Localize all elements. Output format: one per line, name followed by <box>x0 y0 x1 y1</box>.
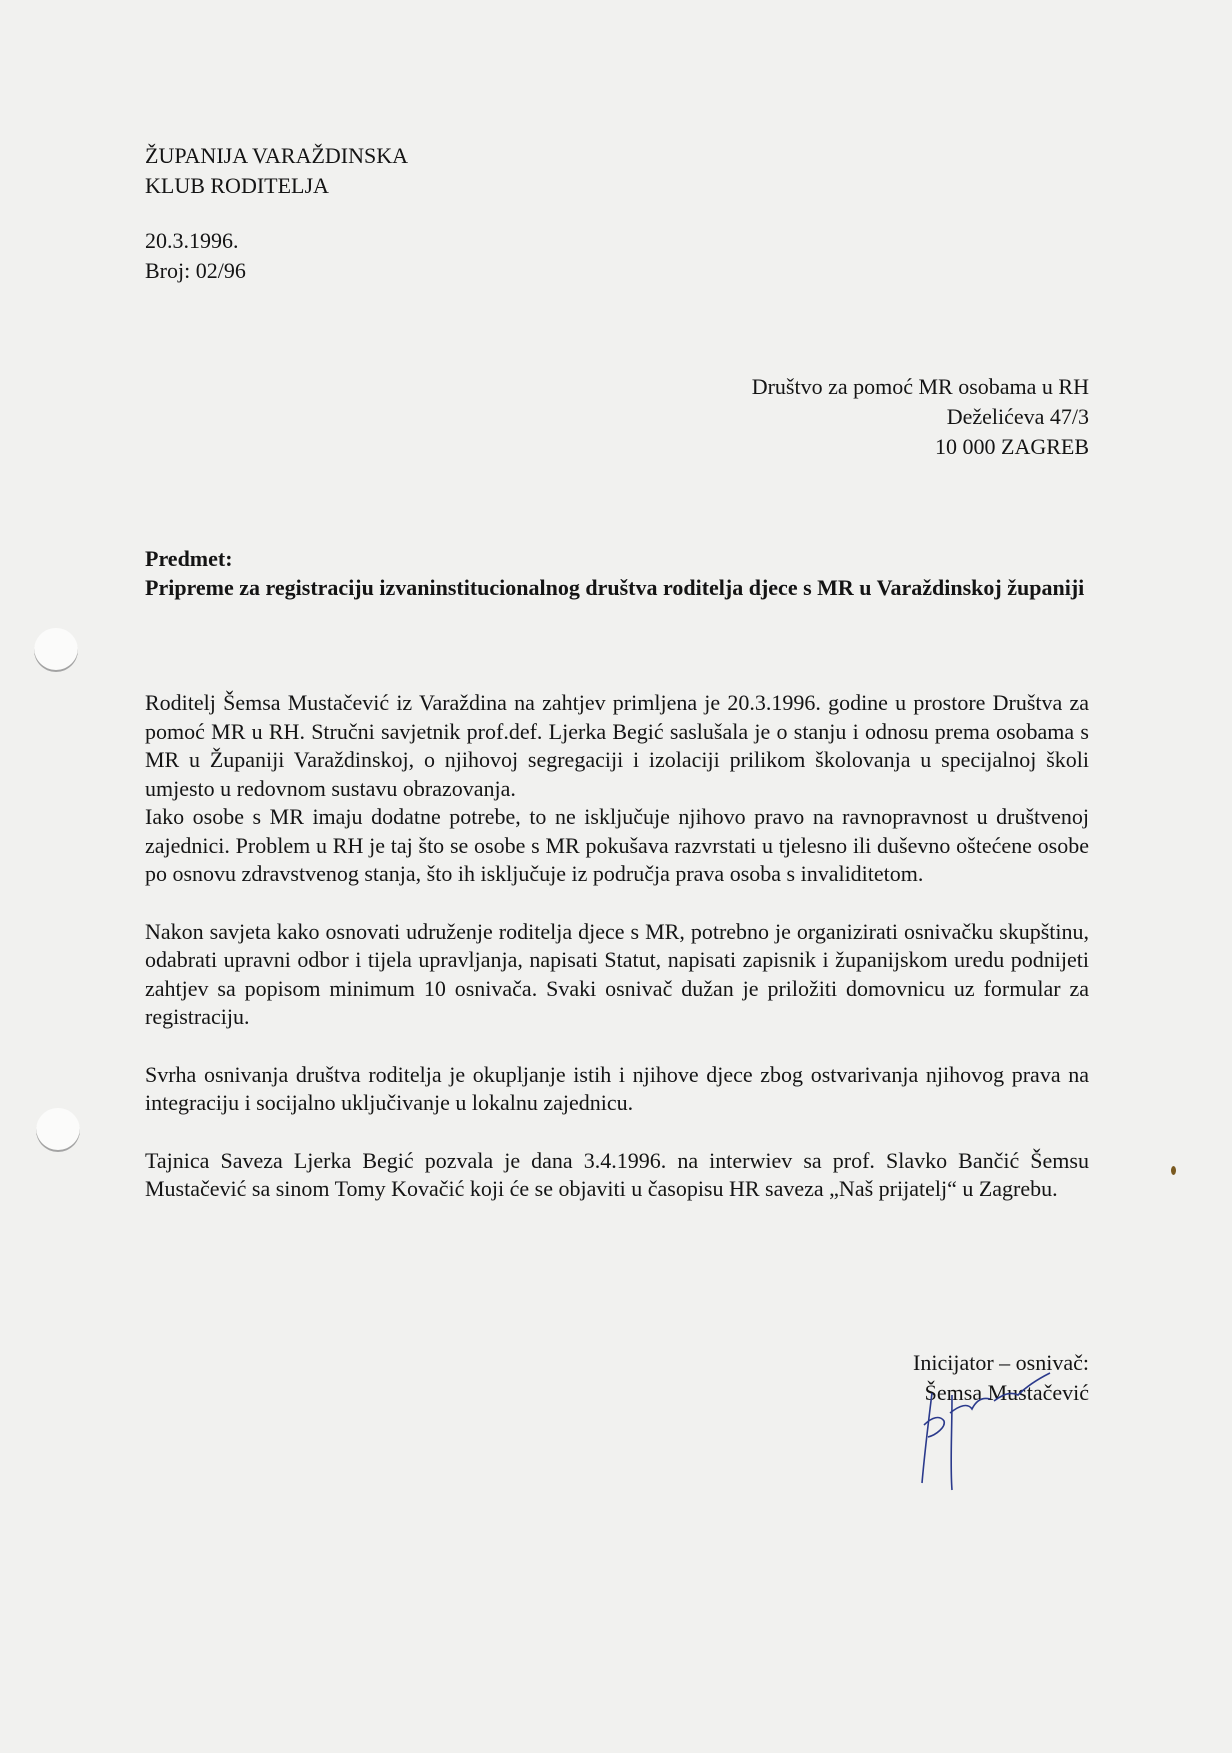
county-name: ŽUPANIJA VARAŽDINSKA <box>145 143 409 168</box>
subject-label: Predmet: <box>145 546 233 571</box>
signature-role: Inicijator – osnivač: <box>913 1350 1089 1375</box>
recipient-name: Društvo za pomoć MR osobama u RH <box>751 374 1089 399</box>
punch-hole-bottom <box>36 1108 80 1152</box>
club-name: KLUB RODITELJA <box>145 173 329 198</box>
letter-body <box>145 689 1089 1204</box>
body-paragraph-3: Nakon savjeta kako osnovati udruženje roditelja djece s MR, potrebno je organizirati osnivačku skupštinu, odabrati upravni odbor i tijela upravljanja, napisati Statut, napisati zapisnik i županijskom uredu podnijeti zahtjev sa popisom minimum 10 osnivača. Svaki osnivač dužan je priložiti domovnicu uz formular za registraciju. <box>145 918 1089 1029</box>
sender-block <box>145 141 408 201</box>
handwritten-signature <box>910 1365 1070 1500</box>
recipient-block <box>752 372 1089 462</box>
body-paragraph-1: Roditelj Šemsa Mustačević iz Varaždina na zahtjev primljena je 20.3.1996. godine u prostore Društva za pomoć MR u RH. Stručni savjetnik prof.def. Ljerka Begić saslušala je o stanju i odnosu prema osobama s MR u Županiji Varaždinskoj, o njihovoj segregaciji i izolaciji prilikom školovanja u specijalnoj školi umjesto u redovnom sustavu obrazovanja. <box>145 690 1089 801</box>
body-paragraph-2: Iako osobe s MR imaju dodatne potrebe, to ne isključuje njihovo pravo na ravnopravnost u društvenoj zajednici. Problem u RH je taj što se osobe s MR pokušava razvrstati u tjelesno ili duševno oštećene osobe po osnovu zdravstvenog stanja, što ih isključuje iz područja prava osoba s invaliditetom. <box>145 804 1089 886</box>
recipient-street: Deželićeva 47/3 <box>946 404 1089 429</box>
body-paragraph-4: Svrha osnivanja društva roditelja je okupljanje istih i njihove djece zbog ostvarivanja njihovog prava na integraciju i socijalno uključivanje u lokalnu zajednicu. <box>145 1061 1089 1115</box>
paper-speck <box>1171 1166 1176 1175</box>
recipient-city: 10 000 ZAGREB <box>935 434 1089 459</box>
subject-block <box>145 544 1089 602</box>
letter-date: 20.3.1996. <box>145 228 239 253</box>
signature-name: Šemsa Mustačević <box>924 1380 1089 1405</box>
subject-text: Pripreme za registraciju izvaninstitucionalnog društva roditelja djece s MR u Varaždinskoj županiji <box>145 575 1085 600</box>
letter-meta <box>145 226 246 286</box>
body-paragraph-5: Tajnica Saveza Ljerka Begić pozvala je dana 3.4.1996. na interwiev sa prof. Slavko Bančić Šemsu Mustačević sa sinom Tomy Kovačić koji će se objaviti u časopisu HR saveza „Naš prijatelj“ u Zagrebu. <box>145 1147 1089 1201</box>
punch-hole-top <box>34 628 78 672</box>
reference-number: Broj: 02/96 <box>145 258 246 283</box>
